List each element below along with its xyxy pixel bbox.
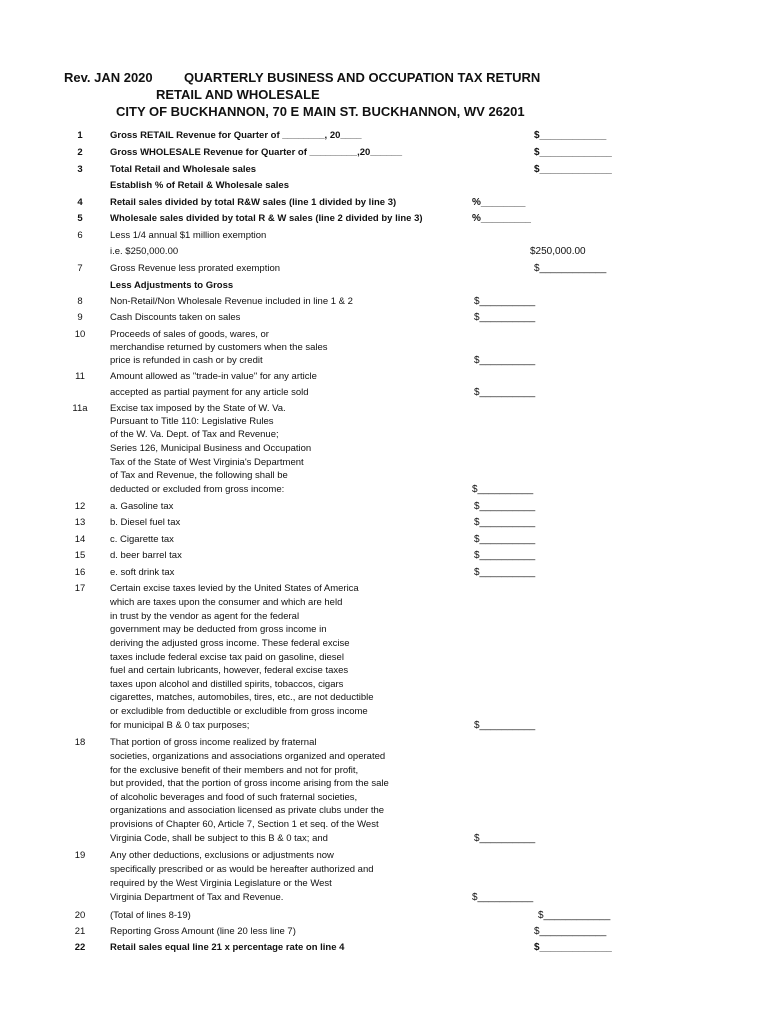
line-number: 13	[74, 517, 86, 528]
line-number: 5	[77, 213, 83, 224]
line-description: fuel and certain lubricants, however, federal excise taxes	[110, 665, 349, 676]
form-subtitle: RETAIL AND WHOLESALE	[156, 87, 320, 102]
amount-field[interactable]: $__________	[474, 534, 536, 545]
amount-field[interactable]: $__________	[474, 355, 536, 366]
line-number: 6	[77, 230, 83, 241]
line-description: Reporting Gross Amount (line 20 less line 7)	[110, 926, 296, 937]
line-description: i.e. $250,000.00	[110, 246, 179, 257]
line-description: price is refunded in cash or by credit	[110, 355, 263, 366]
line-number: 17	[74, 583, 86, 594]
line-description: accepted as partial payment for any article sold	[110, 387, 309, 398]
line-number: 14	[74, 534, 86, 545]
amount-field[interactable]: %________	[472, 197, 526, 208]
line-number: 21	[74, 926, 86, 937]
amount-field[interactable]: $_____________	[534, 942, 612, 953]
line-description: Cash Discounts taken on sales	[110, 312, 241, 323]
revision-date: Rev. JAN 2020	[64, 70, 153, 85]
line-description: Proceeds of sales of goods, wares, or	[110, 329, 269, 340]
line-description: taxes upon alcohol and distilled spirits, tobaccos, cigars	[110, 679, 344, 690]
line-description: deducted or excluded from gross income:	[110, 484, 285, 495]
line-number: 7	[77, 263, 83, 274]
line-description: for municipal B & 0 tax purposes;	[110, 720, 250, 731]
line-description: Certain excise taxes levied by the United States of America	[110, 583, 359, 594]
line-description: Less 1/4 annual $1 million exemption	[110, 230, 267, 241]
line-description: in trust by the vendor as agent for the federal	[110, 611, 300, 622]
line-number: 1	[77, 130, 83, 141]
line-description: (Total of lines 8-19)	[110, 910, 191, 921]
line-description: Series 126, Municipal Business and Occupation	[110, 443, 312, 454]
line-description: societies, organizations and associations organized and operated	[110, 751, 386, 762]
line-number: 10	[74, 329, 86, 340]
line-number: 9	[77, 312, 83, 323]
line-description: taxes include federal excise tax paid on gasoline, diesel	[110, 652, 344, 663]
line-number: 19	[74, 850, 86, 861]
line-description: merchandise returned by customers when the sales	[110, 342, 328, 353]
line-number: 20	[74, 910, 86, 921]
line-description: of the W. Va. Dept. of Tax and Revenue;	[110, 429, 279, 440]
line-description: Less Adjustments to Gross	[110, 280, 234, 291]
line-description: which are taxes upon the consumer and which are held	[110, 597, 343, 608]
line-description: for the exclusive benefit of their members and not for profit,	[110, 765, 359, 776]
line-description: government may be deducted from gross income in	[110, 624, 327, 635]
amount-field[interactable]: $_____________	[534, 164, 612, 175]
amount-field[interactable]: $____________	[534, 926, 607, 937]
amount-field[interactable]: $__________	[474, 833, 536, 844]
amount-field[interactable]: $____________	[538, 910, 611, 921]
line-number: 2	[77, 147, 83, 158]
amount-field[interactable]: $__________	[474, 501, 536, 512]
line-description: Retail sales divided by total R&W sales (line 1 divided by line 3)	[110, 197, 397, 208]
line-description: cigarettes, matches, automobiles, tires, etc., are not deductible	[110, 692, 374, 703]
line-number: 22	[74, 942, 86, 953]
amount-field[interactable]: $_____________	[534, 147, 612, 158]
line-description: Excise tax imposed by the State of W. Va.	[110, 403, 286, 414]
line-description: Virginia Code, shall be subject to this B & 0 tax; and	[110, 833, 328, 844]
line-description: or excludible from deductible or excludible from gross income	[110, 706, 368, 717]
line-description: Any other deductions, exclusions or adjustments now	[110, 850, 334, 861]
amount-field[interactable]: $__________	[474, 567, 536, 578]
line-description: of Tax and Revenue, the following shall be	[110, 470, 288, 481]
amount-field[interactable]: $__________	[472, 484, 534, 495]
line-number: 15	[74, 550, 86, 561]
line-number: 12	[74, 501, 86, 512]
line-description: Pursuant to Title 110: Legislative Rules	[110, 416, 274, 427]
line-description: d. beer barrel tax	[110, 550, 182, 561]
amount-field[interactable]: $__________	[474, 550, 536, 561]
line-description: of alcoholic beverages and food of such fraternal societies,	[110, 792, 358, 803]
line-description: c. Cigarette tax	[110, 534, 174, 545]
line-number: 18	[74, 737, 86, 748]
line-description: Amount allowed as "trade-in value" for any article	[110, 371, 317, 382]
amount-field[interactable]: $__________	[474, 720, 536, 731]
amount-field[interactable]: $__________	[472, 892, 534, 903]
line-number: 8	[77, 296, 83, 307]
amount-field[interactable]: $__________	[474, 312, 536, 323]
line-description: e. soft drink tax	[110, 567, 175, 578]
line-number: 16	[74, 567, 86, 578]
line-description: required by the West Virginia Legislature or the West	[110, 878, 332, 889]
amount-field[interactable]: $____________	[534, 263, 607, 274]
line-number: 11a	[72, 403, 88, 414]
line-description: organizations and association licensed as private clubs under the	[110, 805, 385, 816]
line-description: Retail sales equal line 21 x percentage rate on line 4	[110, 942, 345, 953]
line-description: Establish % of Retail & Wholesale sales	[110, 180, 289, 191]
amount-field[interactable]: $__________	[474, 296, 536, 307]
amount-field[interactable]: $250,000.00	[530, 246, 586, 257]
amount-field[interactable]: $____________	[534, 130, 607, 141]
line-description: specifically prescribed or as would be hereafter authorized and	[110, 864, 374, 875]
line-description: Tax of the State of West Virginia's Department	[110, 457, 304, 468]
line-description: Non-Retail/Non Wholesale Revenue included in line 1 & 2	[110, 296, 353, 307]
line-description: Gross WHOLESALE Revenue for Quarter of _________,20______	[110, 147, 402, 158]
line-description: Total Retail and Wholesale sales	[110, 164, 257, 175]
form-title: QUARTERLY BUSINESS AND OCCUPATION TAX RETURN	[184, 70, 541, 85]
line-description: but provided, that the portion of gross income arising from the sale	[110, 778, 389, 789]
line-description: provisions of Chapter 60, Article 7, Section 1 et seq. of the West	[110, 819, 379, 830]
line-description: Gross RETAIL Revenue for Quarter of ________, 20____	[110, 130, 362, 141]
line-number: 11	[75, 371, 85, 382]
line-description: That portion of gross income realized by fraternal	[110, 737, 317, 748]
line-description: Gross Revenue less prorated exemption	[110, 263, 281, 274]
line-number: 3	[77, 164, 83, 175]
line-description: b. Diesel fuel tax	[110, 517, 181, 528]
amount-field[interactable]: $__________	[474, 517, 536, 528]
line-description: Wholesale sales divided by total R & W sales (line 2 divided by line 3)	[110, 213, 423, 224]
line-description: Virginia Department of Tax and Revenue.	[110, 892, 284, 903]
amount-field[interactable]: %_________	[472, 213, 531, 224]
line-description: deriving the adjusted gross income. These federal excise	[110, 638, 350, 649]
city-address: CITY OF BUCKHANNON, 70 E MAIN ST. BUCKHANNON, WV 26201	[116, 104, 525, 119]
line-number: 4	[77, 197, 83, 208]
line-description: a. Gasoline tax	[110, 501, 174, 512]
amount-field[interactable]: $__________	[474, 387, 536, 398]
